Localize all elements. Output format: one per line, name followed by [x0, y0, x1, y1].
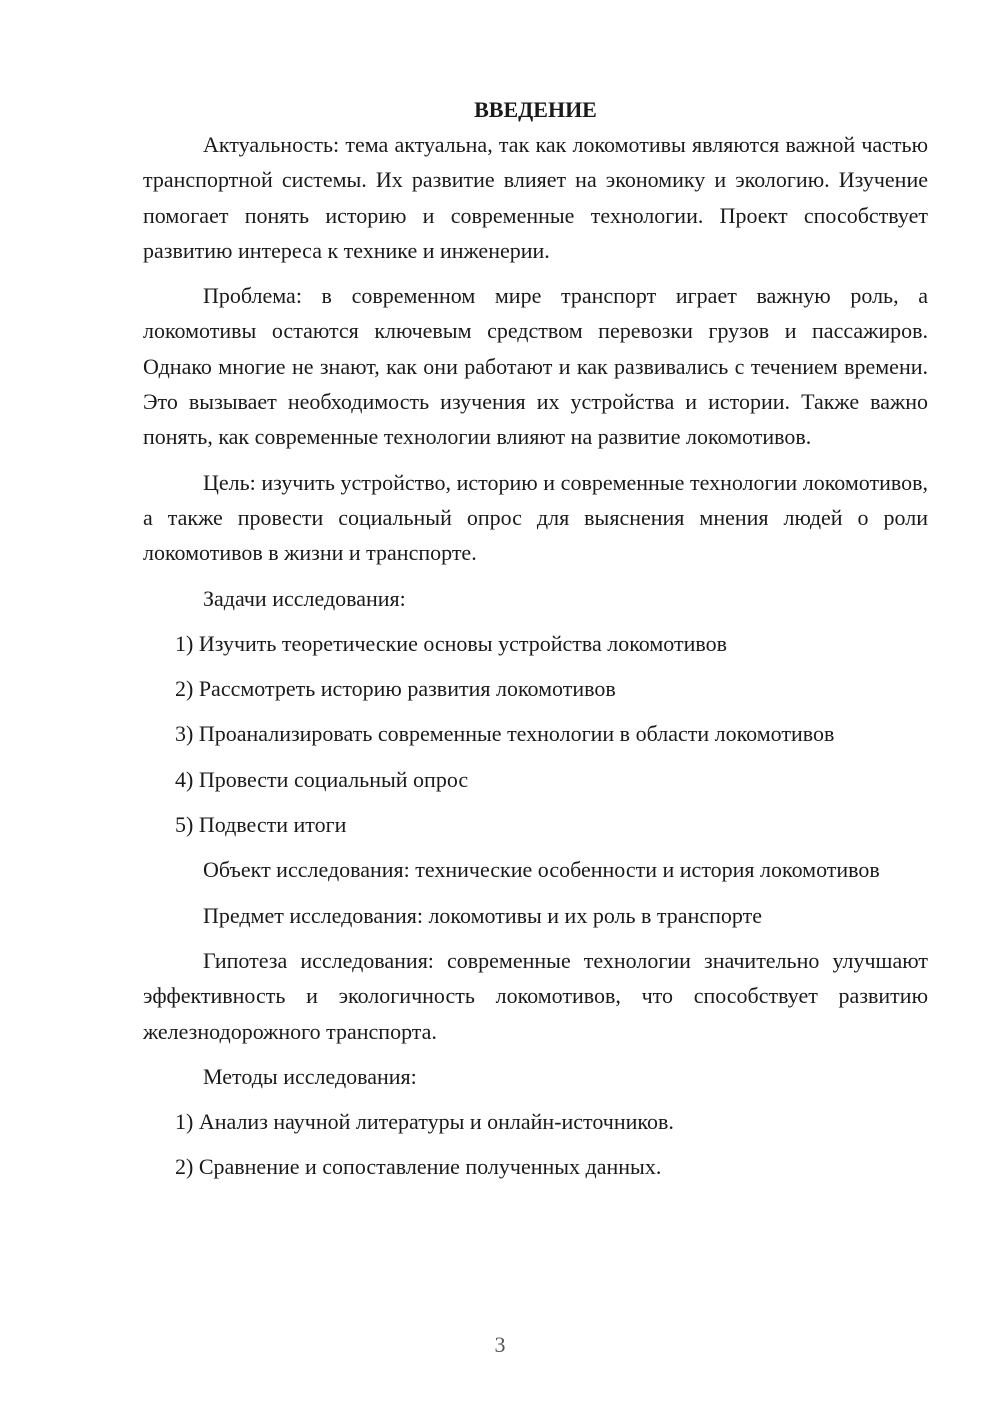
method-item: 2) Сравнение и сопоставление полученных данных.: [175, 1154, 662, 1180]
task-item: 5) Подвести итоги: [175, 812, 347, 838]
tasks-heading: Задачи исследования:: [203, 585, 406, 611]
page-number: 3: [494, 1332, 506, 1357]
relevance-paragraph: Актуальность: тема актуальна, так как локомотивы являются важной частью транспортной системы. Их развитие влияет на экономику и экологию. Изучение помогает понять историю и современные технологии. Проект способствует развитию интереса к технике и инженерии.: [143, 132, 928, 263]
task-item: 1) Изучить теоретические основы устройства локомотивов: [175, 630, 728, 656]
problem-paragraph: Проблема: в современном мире транспорт играет важную роль, а локомотивы остаются ключевым средством перевозки грузов и пассажиров. Однако многие не знают, как они работают и как развивались с течением времени. Это вызывает необходимость изучения их устройства и истории. Также важно понять, как современные технологии влияют на развитие локомотивов.: [143, 283, 928, 450]
task-item: 3) Проанализировать современные технологии в области локомотивов: [175, 721, 835, 747]
document-page: [143, 92, 928, 1185]
object-paragraph: Объект исследования: технические особенности и история локомотивов: [203, 857, 880, 883]
method-item: 1) Анализ научной литературы и онлайн-источников.: [175, 1109, 674, 1135]
page-title: ВВЕДЕНИЕ: [474, 97, 597, 122]
methods-heading: Методы исследования:: [203, 1063, 417, 1089]
goal-paragraph: Цель: изучить устройство, историю и современные технологии локомотивов, а также провести социальный опрос для выяснения мнения людей о роли локомотивов в жизни и транспорте.: [143, 469, 928, 566]
subject-paragraph: Предмет исследования: локомотивы и их роль в транспорте: [203, 902, 762, 928]
task-item: 2) Рассмотреть историю развития локомотивов: [175, 676, 616, 702]
task-item: 4) Провести социальный опрос: [175, 766, 469, 792]
hypothesis-paragraph: Гипотеза исследования: современные технологии значительно улучшают эффективность и экологичность локомотивов, что способствует развитию железнодорожного транспорта.: [143, 947, 928, 1044]
